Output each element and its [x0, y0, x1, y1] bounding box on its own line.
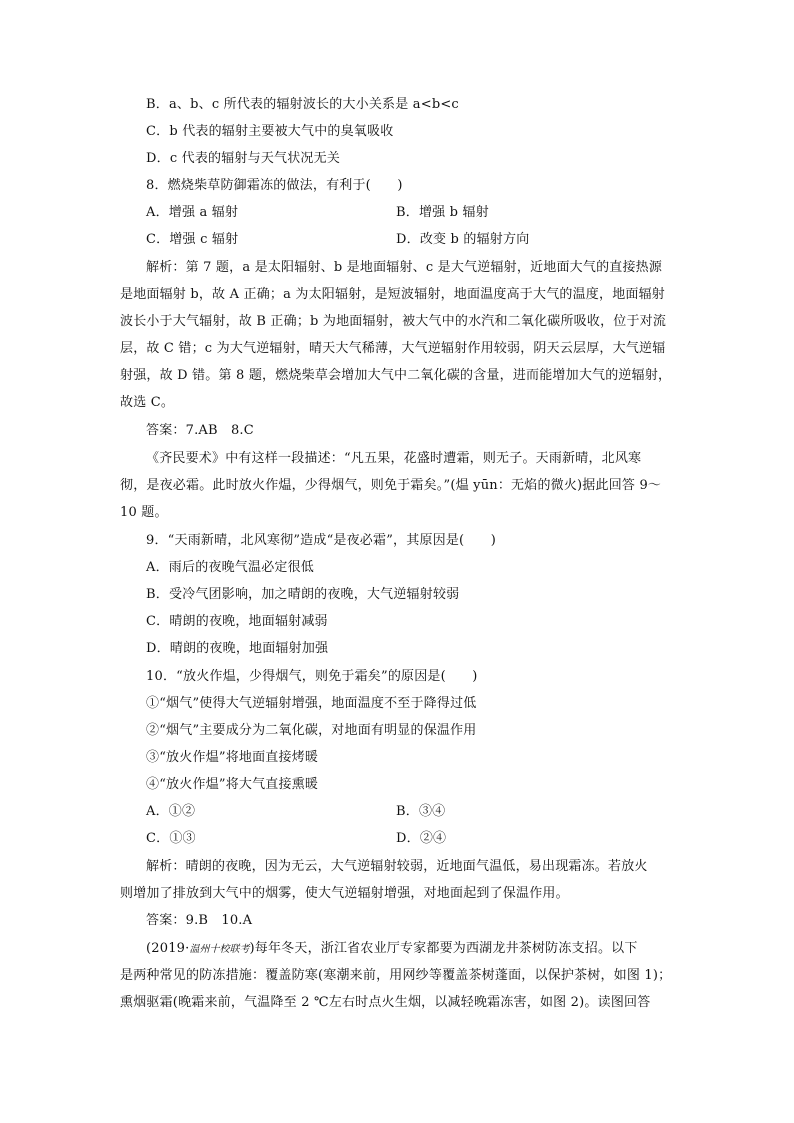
passage-2-line-2: 是两种常见的防冻措施：覆盖防寒(寒潮来前，用网纱等覆盖茶树蓬面，以保护茶树，如图 1)； — [120, 968, 672, 983]
analysis-1-line-3: 波长小于大气辐射，故 B 正确；b 为地面辐射，被大气中的水汽和二氧化碳所吸收，位于对流 — [120, 314, 667, 329]
q10-statement-2: ②“烟气”主要成分为二氧化碳，对地面有明显的保温作用 — [146, 723, 477, 738]
analysis-1-line-2: 是地面辐射 b，故 A 正确；a 为太阳辐射，是短波辐射，地面温度高于大气的温度，地面辐射 — [120, 287, 665, 302]
passage-line-1: 《齐民要术》中有这样一段描述：“凡五果，花盛时遭霜，则无子。天雨新晴，北风寒 — [146, 451, 642, 466]
analysis-1-line-4: 层，故 C 错；c 为大气逆辐射，晴天大气稀薄，大气逆辐射作用较弱，阴天云层厚，大气逆辐 — [120, 341, 666, 356]
q10-option-b: B．③④ — [396, 804, 446, 819]
q9-option-d: D．晴朗的夜晚，地面辐射加强 — [146, 641, 329, 656]
q10-stem: 10．“放火作煴，少得烟气，则免于霜矣”的原因是( ) — [146, 669, 478, 684]
answer-2: 答案：9.B 10.A — [146, 913, 253, 928]
q7-option-b: B．a、b、c 所代表的辐射波长的大小关系是 a<b<c — [146, 97, 459, 112]
passage-2-line-1 — [146, 939, 680, 960]
passage-2-line-1-text: )每年冬天，浙江省农业厅专家都要为西湖龙井茶树防冻支招。以下 — [249, 941, 638, 956]
q8-option-d: D．改变 b 的辐射方向 — [396, 232, 530, 247]
q9-stem: 9．“天雨新晴，北风寒彻”造成“是夜必霜”，其原因是( ) — [146, 533, 496, 548]
q8-stem: 8．燃烧柴草防御霜冻的做法，有利于( ) — [146, 178, 403, 193]
analysis-1-line-1: 解析：第 7 题，a 是太阳辐射、b 是地面辐射、c 是大气逆辐射，近地面大气的直接热源 — [146, 260, 663, 275]
passage-2-line-3: 熏烟驱霜(晚霜来前，气温降至 2 ℃左右时点火生烟，以减轻晚霜冻害，如图 2)。读图回答 — [120, 995, 651, 1010]
q7-option-c: C．b 代表的辐射主要被大气中的臭氧吸收 — [146, 124, 394, 139]
q10-option-d: D．②④ — [396, 831, 447, 846]
q10-option-a: A．①② — [146, 804, 196, 819]
passage-line-2: 彻，是夜必霜。此时放火作煴，少得烟气，则免于霜矣。”(煴 yūn：无焰的微火)据此回答 9～ — [120, 478, 662, 493]
q9-option-a: A．雨后的夜晚气温必定很低 — [146, 560, 314, 575]
source-open: (2019· — [146, 941, 190, 956]
q10-statement-1: ①“烟气”使得大气逆辐射增强，地面温度不至于降得过低 — [146, 696, 477, 711]
analysis-2-line-1: 解析：晴朗的夜晚，因为无云，大气逆辐射较弱，近地面气温低，易出现霜冻。若放火 — [146, 859, 648, 874]
analysis-1-line-6: 故选 C。 — [120, 395, 175, 410]
q9-option-c: C．晴朗的夜晚，地面辐射减弱 — [146, 614, 328, 629]
passage-line-3: 10 题。 — [120, 505, 168, 520]
q8-option-b: B．增强 b 辐射 — [396, 205, 489, 220]
q7-option-d: D．c 代表的辐射与天气状况无关 — [146, 151, 341, 166]
source-name: 温州十校联考 — [189, 944, 250, 955]
q9-option-b: B．受冷气团影响，加之晴朗的夜晚，大气逆辐射较弱 — [146, 587, 460, 602]
q10-statement-4: ④“放火作煴”将大气直接熏暖 — [146, 777, 319, 792]
q10-option-c: C．①③ — [146, 831, 196, 846]
analysis-1-line-5: 射强，故 D 错。第 8 题，燃烧柴草会增加大气中二氧化碳的含量，进而能增加大气的逆辐射， — [120, 368, 672, 383]
q10-statement-3: ③“放火作煴”将地面直接烤暖 — [146, 750, 319, 765]
answer-1: 答案：7.AB 8.C — [146, 423, 254, 438]
analysis-2-line-2: 则增加了排放到大气中的烟雾，使大气逆辐射增强，对地面起到了保温作用。 — [120, 886, 569, 901]
q8-option-c: C．增强 c 辐射 — [146, 232, 239, 247]
q8-option-a: A．增强 a 辐射 — [146, 205, 239, 220]
